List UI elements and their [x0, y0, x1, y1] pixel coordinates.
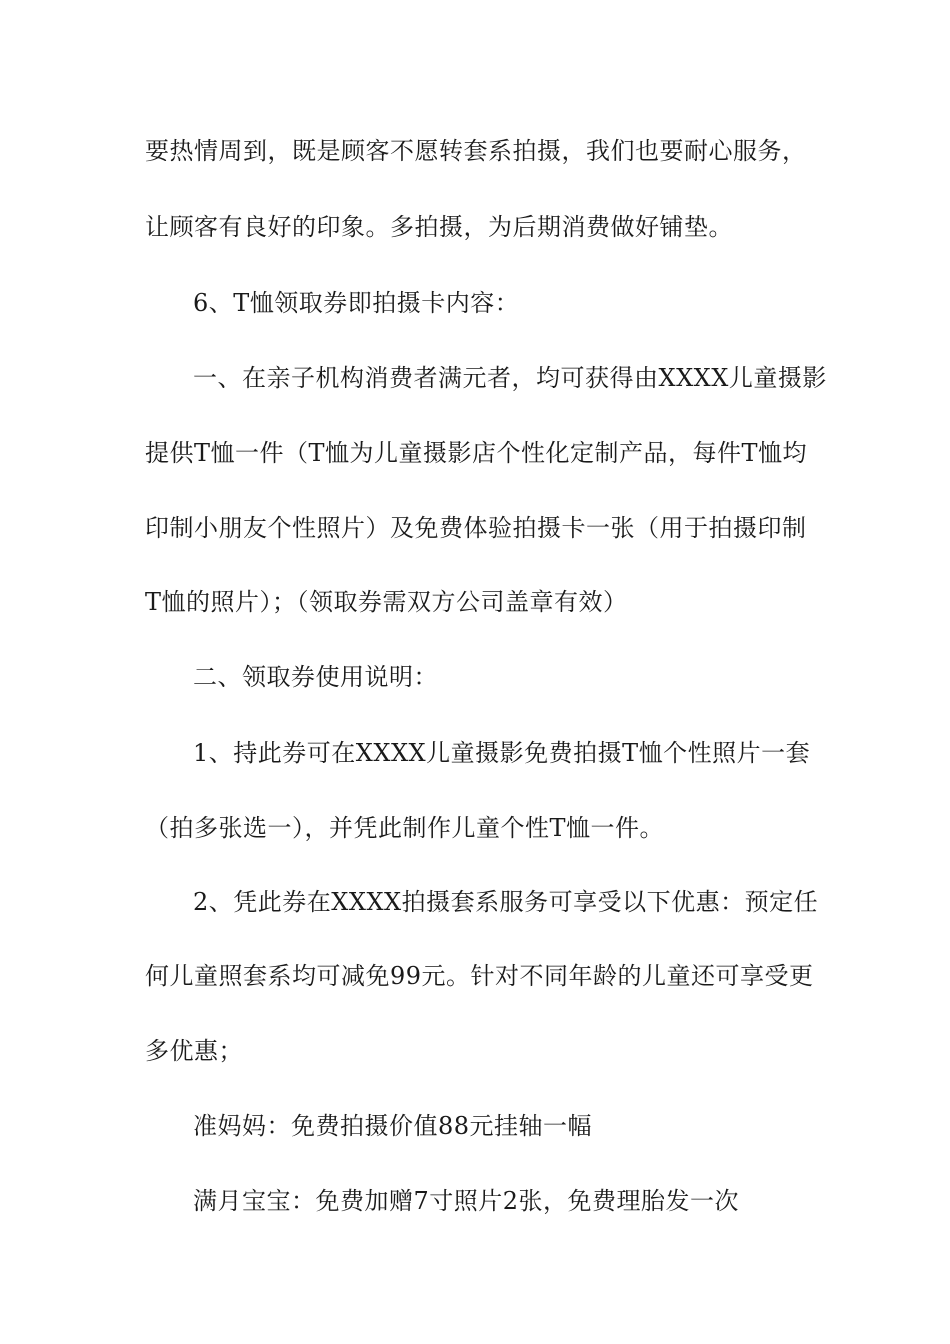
text-line-1: 要热情周到，既是顾客不愿转套系拍摄，我们也要耐心服务， — [145, 137, 807, 165]
text-line-9: 1、持此券可在XXXX儿童摄影免费拍摄T恤个性照片一套 — [193, 739, 811, 767]
text-line-2: 让顾客有良好的印象。多拍摄，为后期消费做好铺垫。 — [145, 213, 733, 241]
text-line-6: 印制小朋友个性照片）及免费体验拍摄卡一张（用于拍摄印制 — [145, 514, 807, 542]
text-line-7: T恤的照片）；（领取券需双方公司盖章有效） — [145, 588, 628, 616]
text-line-4: 一、在亲子机构消费者满元者，均可获得由XXXX儿童摄影 — [193, 364, 827, 392]
text-line-14: 准妈妈：免费拍摄价值88元挂轴一幅 — [193, 1112, 593, 1140]
text-line-5: 提供T恤一件（T恤为儿童摄影店个性化定制产品，每件T恤均 — [145, 439, 808, 467]
text-line-13: 多优惠； — [145, 1037, 243, 1065]
text-line-3: 6、T恤领取券即拍摄卡内容： — [193, 289, 520, 317]
text-line-8: 二、领取券使用说明： — [193, 663, 438, 691]
text-line-11: 2、凭此券在XXXX拍摄套系服务可享受以下优惠：预定任 — [193, 888, 819, 916]
text-line-12: 何儿童照套系均可减免99元。针对不同年龄的儿童还可享受更 — [145, 962, 814, 990]
text-line-10: （拍多张选一），并凭此制作儿童个性T恤一件。 — [145, 814, 665, 842]
text-line-15: 满月宝宝：免费加赠7寸照片2张，免费理胎发一次 — [193, 1187, 740, 1215]
